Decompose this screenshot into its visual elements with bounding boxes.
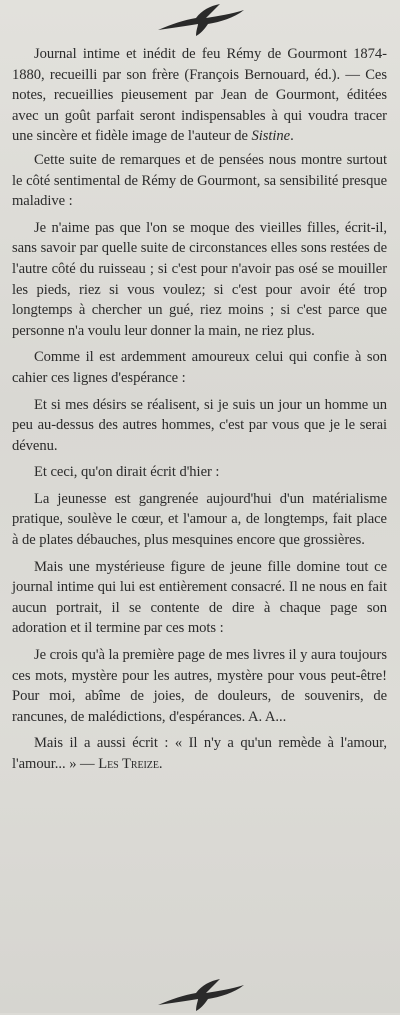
swallow-ornament-bottom-icon: [150, 975, 250, 1015]
quote-vieilles-filles: Je n'aime pas que l'on se moque des vieilles filles, écrit-il, sans savoir par quelle suite de circonstances elles sons restées de l'autre côté du ruisseau ; si c'est pour n'avoir pas osé se mouiller les pieds, riez si vous voulez; si c'est pour avoir été trop longtemps à chercher un gué, riez moins ; si c'est parce que personne n'a voulu leur donner la main, ne riez plus.: [12, 219, 387, 339]
intro-period: .: [290, 128, 294, 145]
article-body: [12, 44, 387, 775]
book-title-sistine: Sistine: [251, 128, 291, 145]
intro-text: Journal intime et inédit de feu Rémy de Gourmont 1874-1880, recueilli par son frère (François Bernouard, éd.). — Ces notes, recueillies pieusement par Jean de Gourmont, éditées avec un goût parfait seront indispensables à qui voudra tracer une sincère et fidèle image de l'auteur de: [12, 46, 387, 145]
closing-text: Mais il a aussi écrit : « Il n'y a qu'un remède à l'amour, l'amour... » —: [12, 735, 387, 772]
intro-paragraph: [12, 44, 387, 147]
quote-jeunesse: La jeunesse est gangrenée aujourd'hui d'un matérialisme pratique, soulève le cœur, et l'amour a, de longtemps, fait place à de plates débauches, plus mesquines encore que grossières.: [12, 490, 387, 549]
closing-paragraph: [12, 733, 387, 774]
swallow-ornament-icon: [150, 0, 250, 40]
signature-les-treize: Les Treize: [98, 756, 159, 772]
closing-period: .: [158, 756, 163, 772]
paragraph-4: Et ceci, qu'on dirait écrit d'hier :: [34, 464, 220, 481]
paragraph-3: Comme il est ardemment amoureux celui qui confie à son cahier ces lignes d'espérance :: [12, 349, 387, 386]
quote-premiere-page: Je crois qu'à la première page de mes livres il y aura toujours ces mots, mystère pour les autres, mystère pour vous peut-être! Pour moi, abîme de joies, de douleurs, de souvenirs, de rancunes, de malédictions, d'espérances. A. A...: [12, 647, 387, 725]
paragraph-5: Mais une mystérieuse figure de jeune fille domine tout ce journal intime qui lui est entièrement consacré. Il ne nous en fait aucun portrait, il se contente de dire à chaque page son adoration et il termine par ces mots :: [12, 558, 387, 637]
quote-desirs: Et si mes désirs se réalisent, si je suis un jour un homme un peu au-dessus des autres hommes, c'est par vous que je le serai dévenu.: [12, 396, 387, 454]
paragraph-2: Cette suite de remarques et de pensées nous montre surtout le côté sentimental de Rémy de Gourmont, sa sensibilité presque maladive :: [12, 151, 387, 210]
